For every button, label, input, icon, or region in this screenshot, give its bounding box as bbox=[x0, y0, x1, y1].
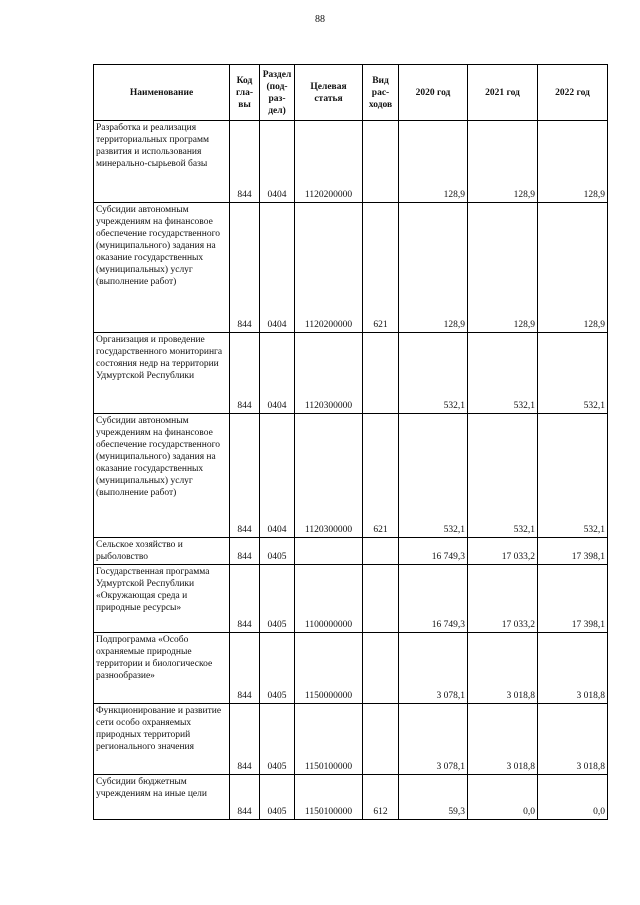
header-2020: 2020 год bbox=[399, 65, 468, 121]
row-value-2020: 3 078,1 bbox=[399, 633, 468, 704]
row-value-2022: 532,1 bbox=[538, 414, 608, 538]
row-section: 0404 bbox=[260, 333, 295, 414]
row-section: 0405 bbox=[260, 565, 295, 633]
row-name: Разработка и реализация территориальных программ развития и использования минерально-сырьевой базы bbox=[94, 121, 230, 203]
row-value-2022: 128,9 bbox=[538, 203, 608, 333]
row-article: 1120300000 bbox=[295, 333, 363, 414]
row-article: 1150100000 bbox=[295, 704, 363, 775]
row-value-2022: 0,0 bbox=[538, 775, 608, 820]
row-article bbox=[295, 538, 363, 565]
row-value-2021: 3 018,8 bbox=[468, 633, 538, 704]
row-type bbox=[363, 633, 399, 704]
row-value-2020: 16 749,3 bbox=[399, 538, 468, 565]
row-name: Подпрограмма «Особо охраняемые природные территории и биологическое разнообразие» bbox=[94, 633, 230, 704]
row-value-2021: 532,1 bbox=[468, 333, 538, 414]
row-article: 1120300000 bbox=[295, 414, 363, 538]
row-type bbox=[363, 333, 399, 414]
row-value-2021: 128,9 bbox=[468, 203, 538, 333]
row-name: Сельское хозяйство и рыболовство bbox=[94, 538, 230, 565]
row-article: 1150000000 bbox=[295, 633, 363, 704]
row-section: 0404 bbox=[260, 203, 295, 333]
table-row bbox=[94, 633, 608, 704]
row-value-2021: 0,0 bbox=[468, 775, 538, 820]
row-value-2022: 3 018,8 bbox=[538, 704, 608, 775]
budget-table bbox=[93, 64, 608, 820]
row-value-2021: 3 018,8 bbox=[468, 704, 538, 775]
row-value-2020: 128,9 bbox=[399, 203, 468, 333]
row-code: 844 bbox=[230, 775, 260, 820]
row-value-2021: 128,9 bbox=[468, 121, 538, 203]
table-row bbox=[94, 704, 608, 775]
table-row bbox=[94, 203, 608, 333]
row-value-2021: 17 033,2 bbox=[468, 538, 538, 565]
row-article: 1120200000 bbox=[295, 203, 363, 333]
row-section: 0405 bbox=[260, 633, 295, 704]
header-code: Код гла- вы bbox=[230, 65, 260, 121]
row-section: 0405 bbox=[260, 538, 295, 565]
row-code: 844 bbox=[230, 203, 260, 333]
header-type: Вид рас- ходов bbox=[363, 65, 399, 121]
row-value-2022: 17 398,1 bbox=[538, 565, 608, 633]
table-row bbox=[94, 414, 608, 538]
page-number: 88 bbox=[315, 14, 325, 25]
header-2021: 2021 год bbox=[468, 65, 538, 121]
row-code: 844 bbox=[230, 633, 260, 704]
row-article: 1120200000 bbox=[295, 121, 363, 203]
row-type bbox=[363, 538, 399, 565]
row-value-2020: 59,3 bbox=[399, 775, 468, 820]
row-value-2022: 3 018,8 bbox=[538, 633, 608, 704]
row-value-2021: 17 033,2 bbox=[468, 565, 538, 633]
row-type bbox=[363, 121, 399, 203]
row-type bbox=[363, 704, 399, 775]
row-type: 612 bbox=[363, 775, 399, 820]
header-name: Наименование bbox=[94, 65, 230, 121]
row-name: Субсидии автономным учреждениям на финансовое обеспечение государственного (муниципального) задания на оказание государственных (муниципальных) услуг (выполнение работ) bbox=[94, 414, 230, 538]
row-type: 621 bbox=[363, 414, 399, 538]
row-section: 0405 bbox=[260, 704, 295, 775]
row-name: Государственная программа Удмуртской Республики «Окружающая среда и природные ресурсы» bbox=[94, 565, 230, 633]
table-row bbox=[94, 538, 608, 565]
row-code: 844 bbox=[230, 333, 260, 414]
row-name: Организация и проведение государственного мониторинга состояния недр на территории Удмуртской Республики bbox=[94, 333, 230, 414]
row-code: 844 bbox=[230, 121, 260, 203]
table-row bbox=[94, 775, 608, 820]
header-article: Целевая статья bbox=[295, 65, 363, 121]
row-name: Функционирование и развитие сети особо охраняемых природных территорий регионального значения bbox=[94, 704, 230, 775]
table-row bbox=[94, 565, 608, 633]
table-row bbox=[94, 333, 608, 414]
row-value-2020: 16 749,3 bbox=[399, 565, 468, 633]
row-name: Субсидии автономным учреждениям на финансовое обеспечение государственного (муниципального) задания на оказание государственных (муниципальных) услуг (выполнение работ) bbox=[94, 203, 230, 333]
row-article: 1150100000 bbox=[295, 775, 363, 820]
row-code: 844 bbox=[230, 538, 260, 565]
header-section: Раздел (под- раз- дел) bbox=[260, 65, 295, 121]
row-code: 844 bbox=[230, 704, 260, 775]
row-article: 1100000000 bbox=[295, 565, 363, 633]
row-value-2020: 532,1 bbox=[399, 414, 468, 538]
row-type bbox=[363, 565, 399, 633]
row-type: 621 bbox=[363, 203, 399, 333]
row-value-2022: 128,9 bbox=[538, 121, 608, 203]
header-2022: 2022 год bbox=[538, 65, 608, 121]
row-value-2022: 532,1 bbox=[538, 333, 608, 414]
row-value-2020: 3 078,1 bbox=[399, 704, 468, 775]
row-code: 844 bbox=[230, 414, 260, 538]
row-value-2022: 17 398,1 bbox=[538, 538, 608, 565]
row-value-2021: 532,1 bbox=[468, 414, 538, 538]
table-row bbox=[94, 121, 608, 203]
row-value-2020: 128,9 bbox=[399, 121, 468, 203]
row-section: 0405 bbox=[260, 775, 295, 820]
row-value-2020: 532,1 bbox=[399, 333, 468, 414]
row-name: Субсидии бюджетным учреждениям на иные цели bbox=[94, 775, 230, 820]
row-section: 0404 bbox=[260, 121, 295, 203]
table-header-row bbox=[94, 65, 608, 121]
row-code: 844 bbox=[230, 565, 260, 633]
row-section: 0404 bbox=[260, 414, 295, 538]
